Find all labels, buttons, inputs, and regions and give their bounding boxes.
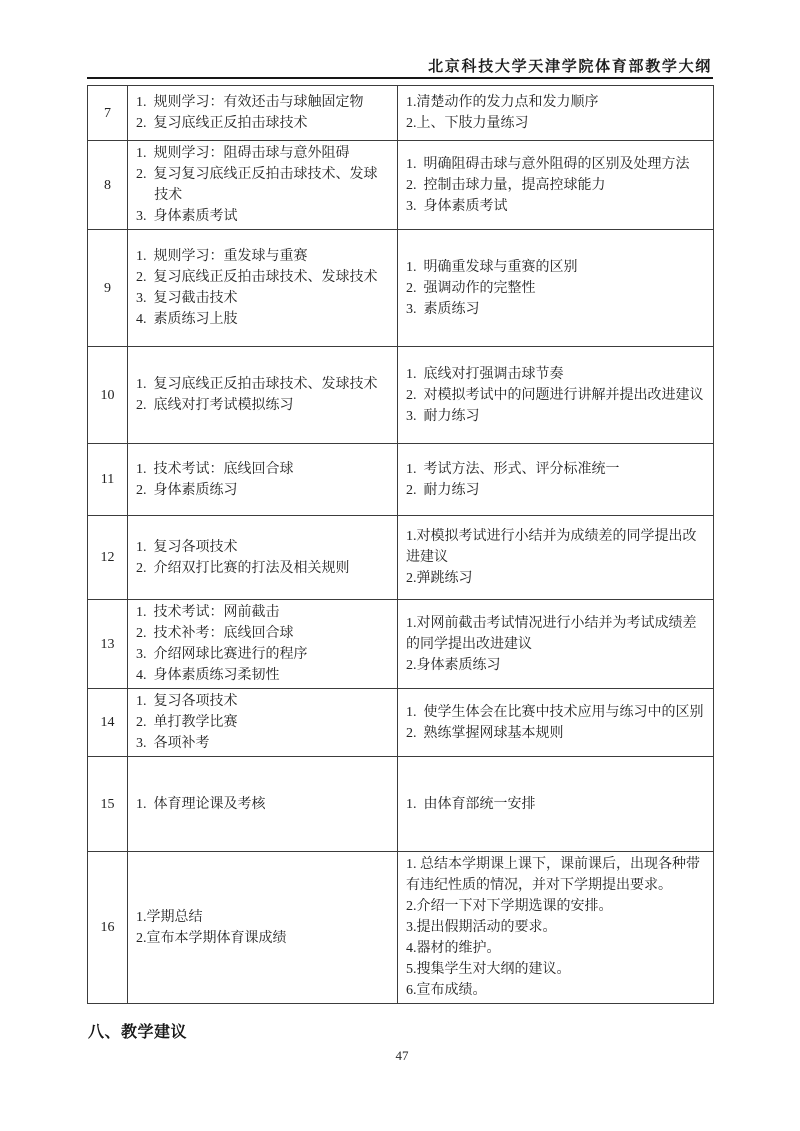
week-number-cell: 14 (88, 689, 128, 757)
teaching-requirements-cell (398, 852, 714, 1004)
teaching-requirements-cell (398, 86, 714, 141)
teaching-requirements-cell (398, 757, 714, 852)
list-item: 1.对网前截击考试情况进行小结并为考试成绩差的同学提出改进建议 (406, 615, 697, 652)
list-item: 1. 总结本学期课上课下，课前课后，出现各种带有违纪性质的情况，并对下学期提出要求。 (406, 857, 700, 893)
teaching-content-cell (128, 516, 398, 600)
list-item: 1. 明确阻碍击球与意外阻碍的区别及处理方法 (406, 156, 690, 172)
list-item: 2. 技术补考：底线回合球 (136, 626, 294, 641)
list-item: 3. 身体素质考试 (136, 209, 238, 224)
table-row (88, 444, 714, 516)
week-number-cell: 15 (88, 757, 128, 852)
list-item: 1. 复习各项技术 (136, 539, 238, 555)
week-number-cell: 12 (88, 516, 128, 600)
list-item: 1. 规则学习：阻碍击球与意外阻碍 (136, 146, 350, 161)
teaching-requirements-cell (398, 230, 714, 347)
teaching-content-cell (128, 141, 398, 230)
teaching-content-cell (128, 757, 398, 852)
list-item: 3. 复习截击技术 (136, 291, 238, 306)
list-item: 4.器材的维护。 (406, 941, 501, 956)
list-item: 2. 对模拟考试中的问题进行讲解并提出改进建议 (406, 387, 704, 403)
week-number-cell: 8 (88, 141, 128, 230)
document-title: 北京科技大学天津学院体育部教学大纲 (428, 59, 712, 75)
week-number-cell: 10 (88, 347, 128, 444)
list-item: 2. 复习复习底线正反拍击球技术、发球技术 (136, 167, 378, 203)
list-item: 2. 身体素质练习 (136, 482, 238, 498)
list-item: 3. 身体素质考试 (406, 198, 508, 214)
list-item: 1. 复习底线正反拍击球技术、发球技术 (136, 377, 378, 392)
week-number-cell: 16 (88, 852, 128, 1004)
list-item: 2. 复习底线正反拍击球技术 (136, 116, 308, 131)
list-item: 1. 复习各项技术 (136, 694, 238, 709)
list-item: 1. 体育理论课及考核 (136, 796, 266, 812)
list-item: 1. 考试方法、形式、评分标准统一 (406, 461, 620, 477)
page-number: 47 (395, 1048, 409, 1063)
list-item: 1.学期总结 (136, 909, 203, 925)
teaching-requirements-cell (398, 141, 714, 230)
teaching-requirements-cell (398, 444, 714, 516)
table-row (88, 516, 714, 600)
list-item: 5.搜集学生对大纲的建议。 (406, 962, 571, 977)
table-row (88, 689, 714, 757)
table-row (88, 86, 714, 141)
list-item: 1. 使学生体会在比赛中技术应用与练习中的区别 (406, 704, 704, 720)
teaching-content-cell (128, 852, 398, 1004)
document-header (88, 55, 712, 76)
teaching-requirements-cell (398, 347, 714, 444)
list-item: 1.清楚动作的发力点和发力顺序 (406, 95, 599, 110)
list-item: 2.介绍一下对下学期选课的安排。 (406, 899, 613, 914)
list-item: 2. 单打教学比赛 (136, 715, 238, 730)
list-item: 2. 强调动作的完整性 (406, 280, 536, 296)
list-item: 1. 规则学习：重发球与重赛 (136, 249, 308, 264)
list-item: 3. 各项补考 (136, 736, 210, 751)
list-item: 3. 介绍网球比赛进行的程序 (136, 647, 308, 662)
section-heading: 八、教学建议 (88, 1024, 188, 1041)
list-item: 2. 介绍双打比赛的打法及相关规则 (136, 560, 350, 576)
list-item: 2. 底线对打考试模拟练习 (136, 398, 294, 413)
list-item: 3. 素质练习 (406, 301, 480, 317)
table-row (88, 230, 714, 347)
week-number-cell: 9 (88, 230, 128, 347)
header-rule (87, 77, 713, 79)
table-row (88, 757, 714, 852)
teaching-content-cell (128, 444, 398, 516)
list-item: 1. 底线对打强调击球节奏 (406, 366, 564, 382)
list-item: 4. 身体素质练习柔韧性 (136, 668, 280, 683)
table-row (88, 600, 714, 689)
list-item: 1. 由体育部统一安排 (406, 796, 536, 812)
teaching-content-cell (128, 600, 398, 689)
list-item: 2.身体素质练习 (406, 657, 501, 673)
list-item: 2.宣布本学期体育课成绩 (136, 930, 287, 946)
syllabus-table (87, 85, 714, 1004)
table-row (88, 141, 714, 230)
week-number-cell: 11 (88, 444, 128, 516)
list-item: 4. 素质练习上肢 (136, 312, 238, 327)
list-item: 2. 复习底线正反拍击球技术、发球技术 (136, 270, 378, 285)
list-item: 1.对模拟考试进行小结并为成绩差的同学提出改进建议 (406, 529, 697, 565)
list-item: 2. 熟练掌握网球基本规则 (406, 725, 564, 741)
table-row (88, 347, 714, 444)
list-item: 3.提出假期活动的要求。 (406, 920, 557, 935)
teaching-content-cell (128, 347, 398, 444)
list-item: 2. 控制击球力量，提高控球能力 (406, 177, 606, 193)
teaching-requirements-cell (398, 516, 714, 600)
list-item: 2.上、下肢力量练习 (406, 116, 529, 131)
teaching-content-cell (128, 230, 398, 347)
list-item: 6.宣布成绩。 (406, 983, 487, 998)
list-item: 1. 技术考试：底线回合球 (136, 461, 294, 477)
teaching-requirements-cell (398, 689, 714, 757)
teaching-requirements-cell (398, 600, 714, 689)
list-item: 1. 技术考试：网前截击 (136, 605, 280, 620)
week-number-cell: 13 (88, 600, 128, 689)
teaching-content-cell (128, 689, 398, 757)
list-item: 1. 明确重发球与重赛的区别 (406, 259, 578, 275)
list-item: 1. 规则学习：有效还击与球触固定物 (136, 95, 364, 110)
list-item: 2.弹跳练习 (406, 571, 473, 586)
teaching-content-cell (128, 86, 398, 141)
table-row (88, 852, 714, 1004)
list-item: 3. 耐力练习 (406, 408, 480, 424)
list-item: 2. 耐力练习 (406, 482, 480, 498)
week-number-cell: 7 (88, 86, 128, 141)
